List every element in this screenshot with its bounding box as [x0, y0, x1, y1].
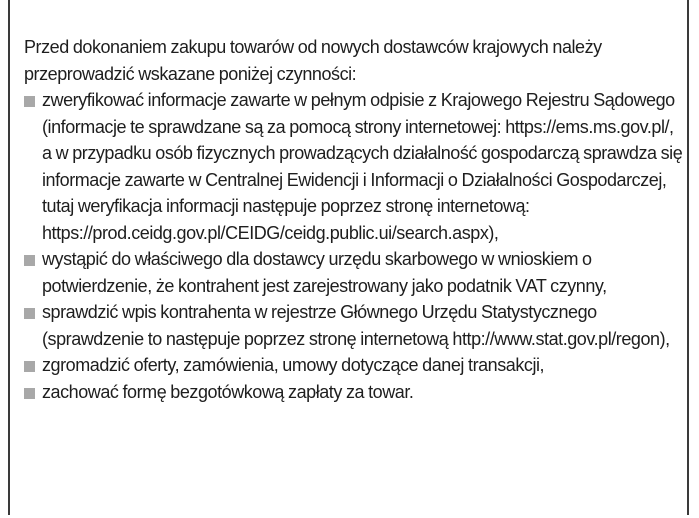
intro-paragraph: Przed dokonaniem zakupu towarów od nowych dostawców krajowych należy przeprowadzić wskazane poniżej czynności: — [24, 37, 602, 84]
checklist — [24, 87, 684, 405]
square-bullet-icon — [24, 388, 35, 399]
square-bullet-icon — [24, 96, 35, 107]
square-bullet-icon — [24, 308, 35, 319]
list-item-text: zachować formę bezgotówkową zapłaty za towar. — [42, 381, 414, 402]
list-item — [24, 352, 684, 379]
document-content — [24, 34, 684, 405]
list-item-text: sprawdzić wpis kontrahenta w rejestrze Głównego Urzędu Statystycznego (sprawdzenie to następuje poprzez stronę internetową http://www.stat.gov.pl/regon), — [42, 302, 670, 349]
list-item — [24, 246, 684, 299]
list-item — [24, 299, 684, 352]
list-item-text: zgromadzić oferty, zamówienia, umowy dotyczące danej transakcji, — [42, 355, 545, 375]
list-item-text: zweryfikować informacje zawarte w pełnym odpisie z Krajowego Rejestru Sądowego (informacje te sprawdzane są za pomocą strony internetowej: https://ems.ms.gov.pl/, a w przypadku osób fizycznych prowadzących działalność gospodarczą sprawdza się informacje zawarte w Centralnej Ewidencji i Informacji o Działalności Gospodarczej, tutaj weryfikacja informacji następuje poprzez stronę internetową: https://prod.ceidg.gov.pl/CEIDG/ceidg.public.ui/search.aspx), — [42, 90, 683, 243]
square-bullet-icon — [24, 255, 35, 266]
list-item — [24, 87, 684, 246]
square-bullet-icon — [24, 361, 35, 372]
list-item — [24, 379, 684, 406]
list-item-text: wystąpić do właściwego dla dostawcy urzędu skarbowego w wnioskiem o potwierdzenie, że kontrahent jest zarejestrowany jako podatnik VAT czynny, — [42, 249, 607, 296]
